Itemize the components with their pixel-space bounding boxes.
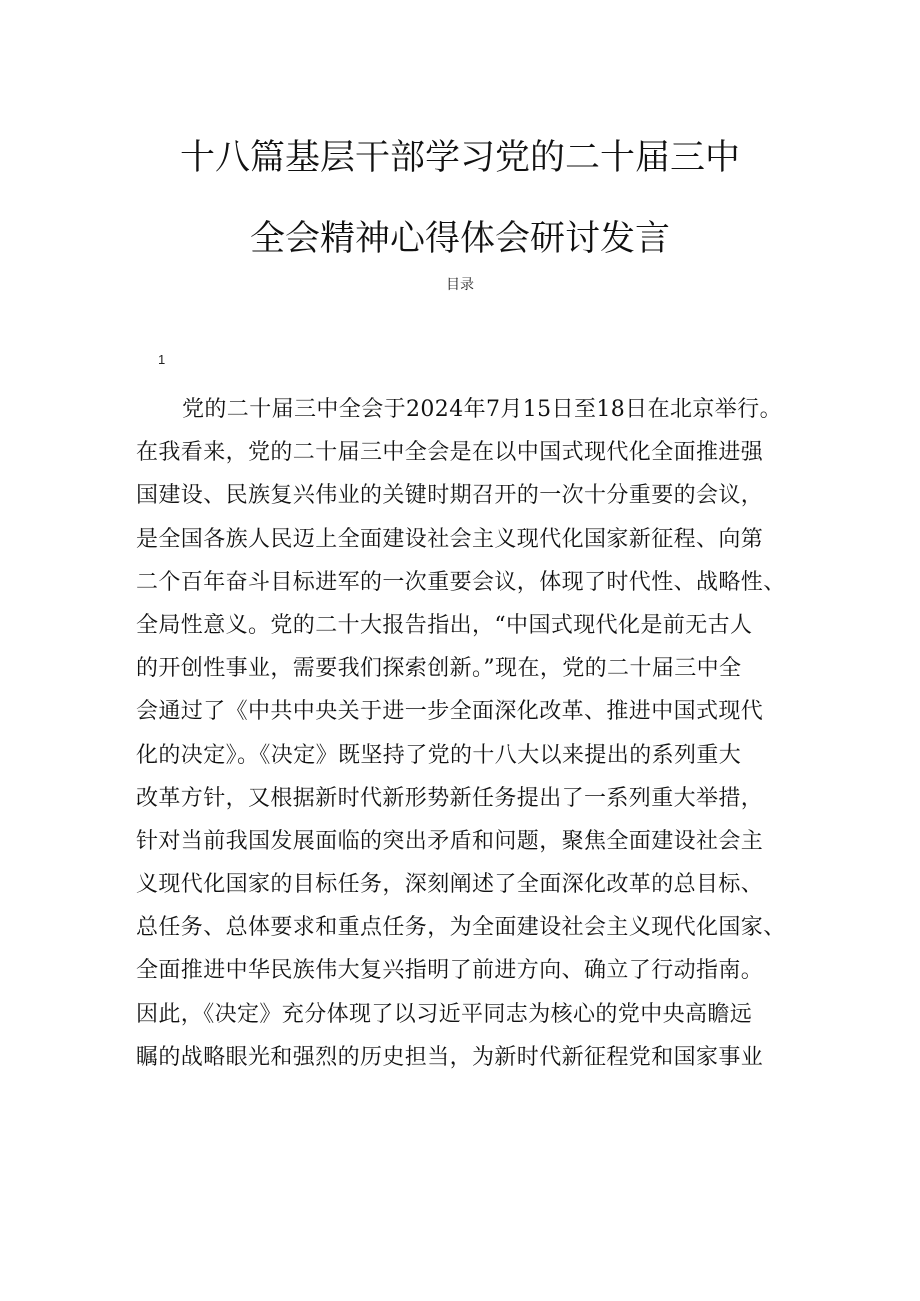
paragraph-line: 改革方针，又根据新时代新形势新任务提出了一系列重大举措， bbox=[136, 785, 764, 811]
paragraph-line: 国建设、民族复兴伟业的关键时期召开的一次十分重要的会议， bbox=[136, 483, 764, 509]
paragraph-line: 总任务、总体要求和重点任务，为全面建设社会主义现代化国家、 bbox=[136, 915, 786, 941]
paragraph-line: 会通过了《中共中央关于进一步全面深化改革、推进中国式现代 bbox=[136, 699, 764, 725]
paragraph-line: 针对当前我国发展面临的突出矛盾和问题，聚焦全面建设社会主 bbox=[136, 828, 764, 854]
paragraph-line: 瞩的战略眼光和强烈的历史担当，为新时代新征程党和国家事业 bbox=[136, 1044, 764, 1070]
body-paragraph bbox=[136, 388, 796, 1079]
paragraph-line: 是全国各族人民迈上全面建设社会主义现代化国家新征程、向第 bbox=[136, 526, 764, 552]
section-number: 1 bbox=[158, 352, 166, 367]
paragraph-line: 的开创性事业，需要我们探索创新。”现在，党的二十届三中全 bbox=[136, 656, 742, 682]
document-title-line-2: 全会精神心得体会研讨发言 bbox=[249, 219, 670, 259]
paragraph-line: 在我看来，党的二十届三中全会是在以中国式现代化全面推进强 bbox=[136, 440, 764, 466]
paragraph-line: 因此，《决定》充分体现了以习近平同志为核心的党中央高瞻远 bbox=[136, 1001, 753, 1027]
toc-label: 目录 bbox=[446, 277, 474, 293]
paragraph-line: 二个百年奋斗目标进军的一次重要会议，体现了时代性、战略性、 bbox=[136, 569, 786, 595]
paragraph-line: 化的决定》。《决定》既坚持了党的十八大以来提出的系列重大 bbox=[136, 742, 742, 768]
document-title-line-1: 十八篇基层干部学习党的二十届三中 bbox=[179, 138, 740, 178]
paragraph-line: 全局性意义。党的二十大报告指出，“中国式现代化是前无古人 bbox=[136, 612, 753, 638]
paragraph-line: 义现代化国家的目标任务，深刻阐述了全面深化改革的总目标、 bbox=[136, 872, 764, 898]
paragraph-line: 全面推进中华民族伟大复兴指明了前进方向、确立了行动指南。 bbox=[136, 958, 764, 984]
paragraph-line: 党的二十届三中全会于2024年7月15日至18日在北京举行。 bbox=[182, 397, 782, 422]
